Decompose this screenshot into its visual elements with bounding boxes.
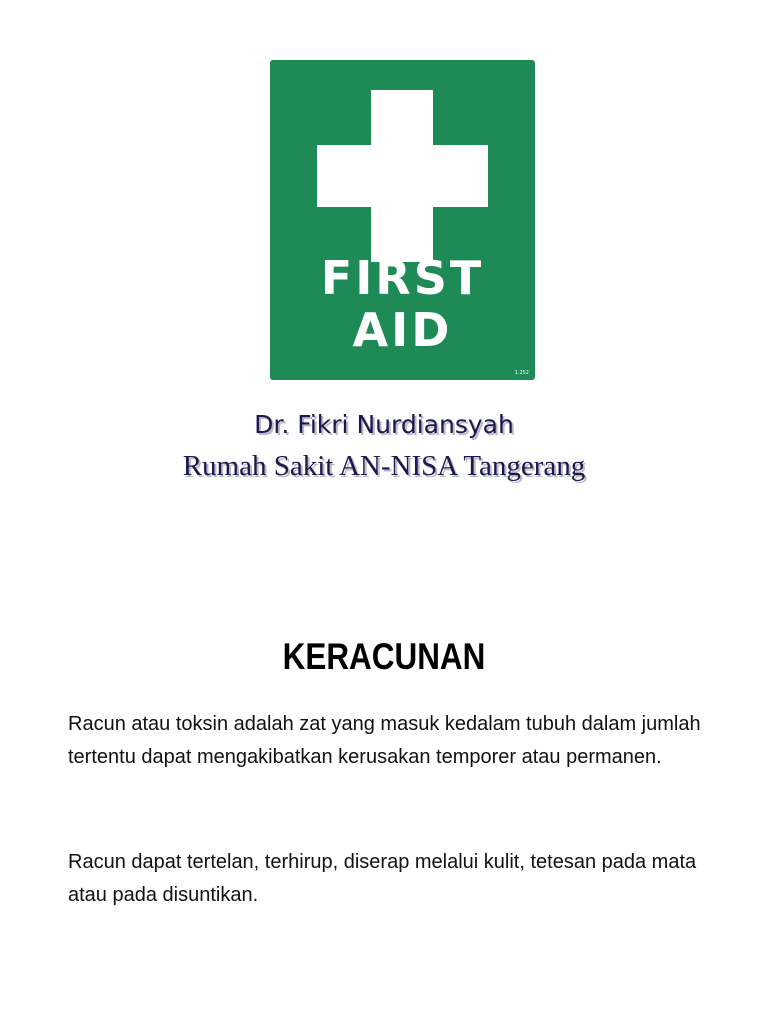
sign-text-first: FIRST bbox=[320, 251, 485, 305]
paragraph-definition: Racun atau toksin adalah zat yang masuk kedalam tubuh dalam jumlah tertentu dapat mengakibatkan kerusakan temporer atau permanen. bbox=[68, 713, 701, 768]
institution-name: Rumah Sakit AN-NISA Tangerang bbox=[182, 450, 586, 482]
page-title: KERACUNAN bbox=[282, 636, 486, 677]
sign-code: 1.252 bbox=[514, 370, 529, 376]
medical-cross-icon-bar bbox=[317, 145, 488, 207]
paragraph-routes: Racun dapat tertelan, terhirup, diserap melalui kulit, tetesan pada mata atau pada disuntikan. bbox=[68, 851, 697, 906]
sign-text-aid: AID bbox=[352, 303, 453, 357]
author-name: Dr. Fikri Nurdiansyah bbox=[254, 410, 514, 439]
first-aid-sign bbox=[270, 60, 535, 380]
